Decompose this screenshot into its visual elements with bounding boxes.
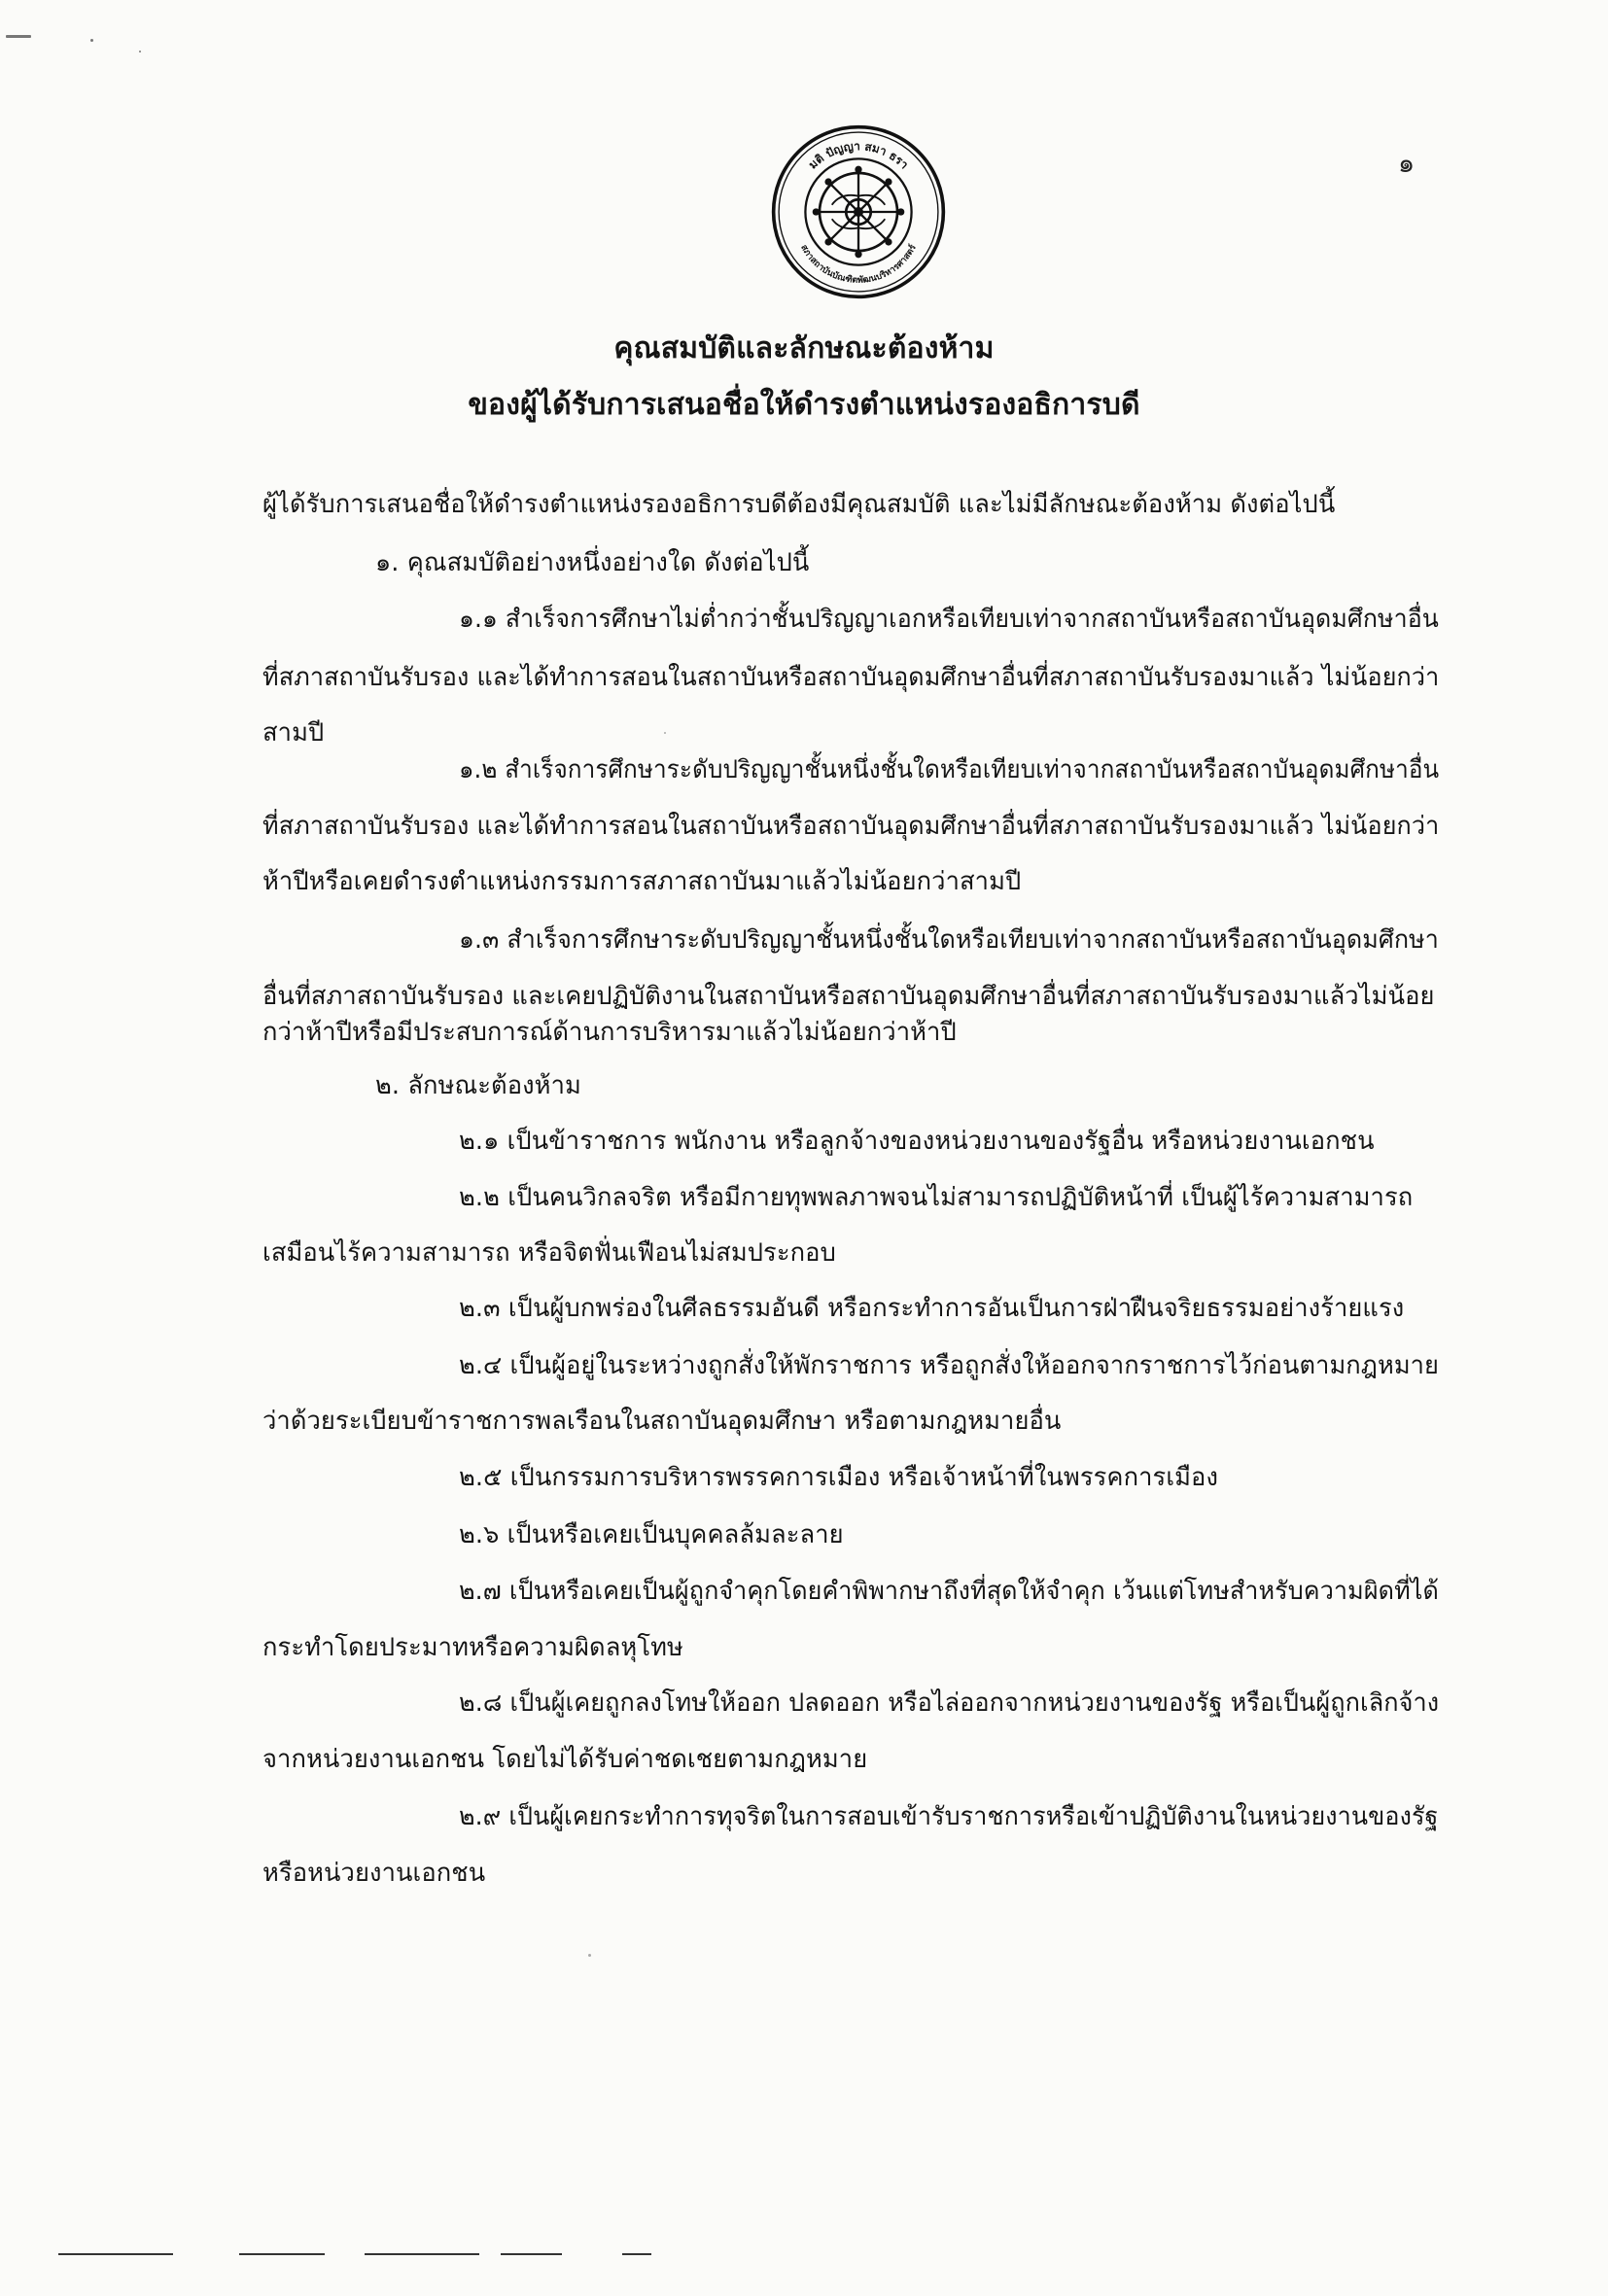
page-number: ๑ <box>1398 149 1416 179</box>
item-1-1-line-3: สามปี <box>262 718 325 748</box>
footer-rule <box>622 2253 651 2255</box>
footer-rule <box>58 2253 173 2255</box>
intro-paragraph: ผู้ได้รับการเสนอชื่อให้ดำรงตำแหน่งรองอธิการบดีต้องมีคุณสมบัติ และไม่มีลักษณะต้องห้าม ดังต่อไปนี้ <box>262 490 1336 519</box>
item-1-2-line-3: ห้าปีหรือเคยดำรงตำแหน่งกรรมการสภาสถาบันมาแล้วไม่น้อยกว่าสามปี <box>262 867 1022 896</box>
section-1-heading: ๑. คุณสมบัติอย่างหนึ่งอย่างใด ดังต่อไปนี้ <box>375 548 810 577</box>
item-2-6: ๒.๖ เป็นหรือเคยเป็นบุคคลล้มละลาย <box>459 1520 844 1549</box>
seal-bottom-text: สภาสถาบันบัณฑิตพัฒนบริหารศาสตร์ <box>798 243 919 286</box>
item-1-1-line-1: ๑.๑ สำเร็จการศึกษาไม่ต่ำกว่าชั้นปริญญาเอกหรือเทียบเท่าจากสถาบันหรือสถาบันอุดมศึกษาอื่น <box>459 605 1439 634</box>
item-1-2-line-2: ที่สภาสถาบันรับรอง และได้ทำการสอนในสถาบันหรือสถาบันอุดมศึกษาอื่นที่สภาสถาบันรับรองมาแล้ว ไม่น้อยกว่า <box>262 812 1440 841</box>
scan-mark <box>6 35 31 38</box>
item-1-3-line-3: กว่าห้าปีหรือมีประสบการณ์ด้านการบริหารมาแล้วไม่น้อยกว่าห้าปี <box>262 1018 957 1047</box>
item-2-4-line-1: ๒.๔ เป็นผู้อยู่ในระหว่างถูกสั่งให้พักราชการ หรือถูกสั่งให้ออกจากราชการไว้ก่อนตามกฎหมาย <box>459 1351 1440 1380</box>
item-2-9-line-1: ๒.๙ เป็นผู้เคยกระทำการทุจริตในการสอบเข้ารับราชการหรือเข้าปฏิบัติงานในหน่วยงานของรัฐ <box>459 1802 1439 1831</box>
section-2-heading: ๒. ลักษณะต้องห้าม <box>375 1071 581 1100</box>
item-2-1: ๒.๑ เป็นข้าราชการ พนักงาน หรือลูกจ้างของหน่วยงานของรัฐอื่น หรือหน่วยงานเอกชน <box>459 1127 1375 1156</box>
item-2-9-line-2: หรือหน่วยงานเอกชน <box>262 1859 486 1888</box>
document-subtitle: ของผู้ได้รับการเสนอชื่อให้ดำรงตำแหน่งรองอธิการบดี <box>468 388 1140 422</box>
seal-top-text: มติ ปัญญา สมา ธรา <box>805 139 912 172</box>
footer-rule <box>501 2253 562 2255</box>
item-1-2-line-1: ๑.๒ สำเร็จการศึกษาระดับปริญญาชั้นหนึ่งชั้นใดหรือเทียบเท่าจากสถาบันหรือสถาบันอุดมศึกษาอื่น <box>459 755 1440 784</box>
item-2-2-line-1: ๒.๒ เป็นคนวิกลจริต หรือมีกายทุพพลภาพจนไม่สามารถปฏิบัติหน้าที่ เป็นผู้ไร้ความสามารถ <box>459 1183 1414 1212</box>
item-2-4-line-2: ว่าด้วยระเบียบข้าราชการพลเรือนในสถาบันอุดมศึกษา หรือตามกฎหมายอื่น <box>262 1407 1062 1436</box>
item-2-2-line-2: เสมือนไร้ความสามารถ หรือจิตฟั่นเฟือนไม่สมประกอบ <box>262 1238 836 1268</box>
footer-rule <box>365 2253 479 2255</box>
scan-speck <box>588 1954 591 1957</box>
item-2-7-line-2: กระทำโดยประมาทหรือความผิดลหุโทษ <box>262 1633 683 1662</box>
document-title: คุณสมบัติและลักษณะต้องห้าม <box>613 331 995 365</box>
item-2-5: ๒.๕ เป็นกรรมการบริหารพรรคการเมือง หรือเจ้าหน้าที่ในพรรคการเมือง <box>459 1463 1219 1492</box>
item-2-7-line-1: ๒.๗ เป็นหรือเคยเป็นผู้ถูกจำคุกโดยคำพิพากษาถึงที่สุดให้จำคุก เว้นแต่โทษสำหรับความผิดที่ได้ <box>459 1577 1439 1606</box>
item-2-3: ๒.๓ เป็นผู้บกพร่องในศีลธรรมอันดี หรือกระทำการอันเป็นการฝ่าฝืนจริยธรรมอย่างร้ายแรง <box>459 1294 1405 1323</box>
scan-speck <box>90 39 93 42</box>
scan-speck <box>664 732 666 734</box>
footer-rule <box>239 2253 325 2255</box>
item-1-3-line-2: อื่นที่สภาสถาบันรับรอง และเคยปฏิบัติงานในสถาบันหรือสถาบันอุดมศึกษาอื่นที่สภาสถาบันรับรองมาแล้วไม่น้อย <box>262 982 1435 1011</box>
item-2-8-line-1: ๒.๘ เป็นผู้เคยถูกลงโทษให้ออก ปลดออก หรือไล่ออกจากหน่วยงานของรัฐ หรือเป็นผู้ถูกเลิกจ้าง <box>459 1688 1440 1718</box>
item-1-1-line-2: ที่สภาสถาบันรับรอง และได้ทำการสอนในสถาบันหรือสถาบันอุดมศึกษาอื่นที่สภาสถาบันรับรองมาแล้ว ไม่น้อยกว่า <box>262 663 1440 692</box>
institution-seal-logo <box>770 123 947 300</box>
item-2-8-line-2: จากหน่วยงานเอกชน โดยไม่ได้รับค่าชดเชยตามกฎหมาย <box>262 1745 868 1774</box>
scan-speck <box>139 51 141 52</box>
item-1-3-line-1: ๑.๓ สำเร็จการศึกษาระดับปริญญาชั้นหนึ่งชั้นใดหรือเทียบเท่าจากสถาบันหรือสถาบันอุดมศึกษา <box>459 925 1440 955</box>
